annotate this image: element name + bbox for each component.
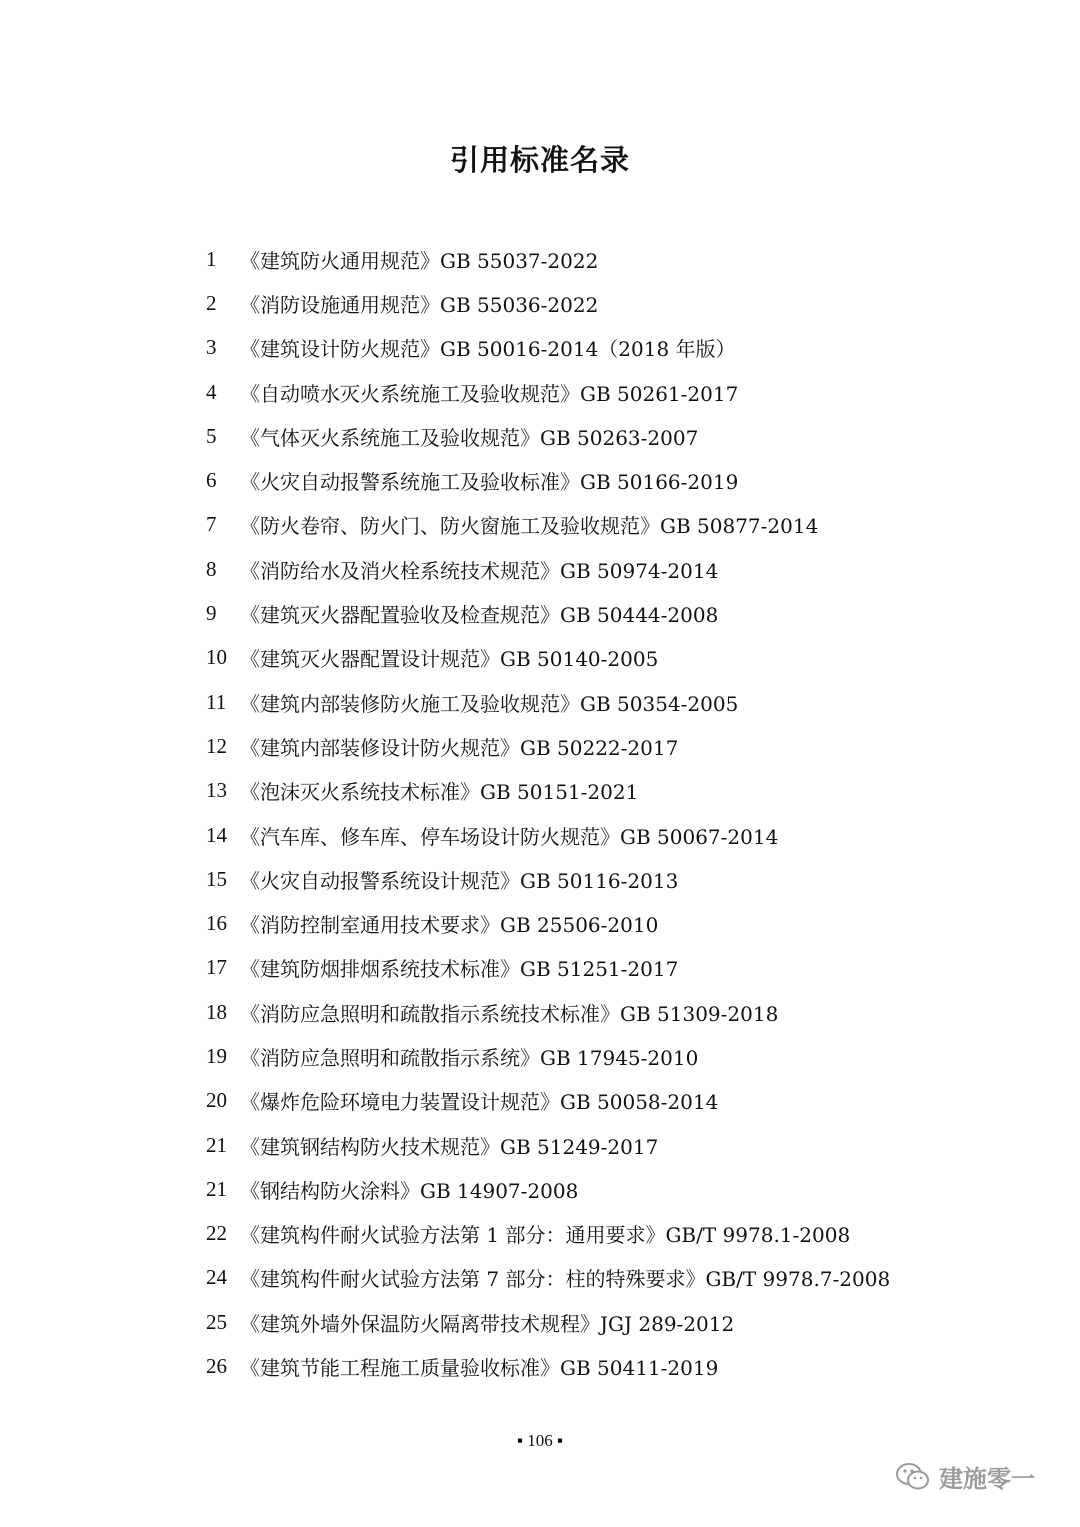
reference-text: 《消防给水及消火栓系统技术规范》GB 50974-2014 bbox=[240, 558, 719, 583]
reference-text: 《建筑防烟排烟系统技术标准》GB 51251-2017 bbox=[240, 957, 679, 982]
reference-item bbox=[206, 414, 1026, 458]
reference-item bbox=[206, 1034, 1026, 1078]
wechat-icon bbox=[895, 1462, 931, 1492]
reference-number: 14 bbox=[206, 822, 227, 847]
reference-text: 《建筑构件耐火试验方法第 1 部分：通用要求》GB/T 9978.1-2008 bbox=[240, 1223, 851, 1248]
reference-item bbox=[206, 458, 1026, 502]
reference-text: 《建筑内部装修设计防火规范》GB 50222-2017 bbox=[240, 735, 679, 760]
reference-item bbox=[206, 1079, 1026, 1123]
reference-item bbox=[206, 503, 1026, 547]
reference-item bbox=[206, 1300, 1026, 1344]
reference-number: 12 bbox=[206, 733, 227, 758]
reference-number: 18 bbox=[206, 999, 227, 1024]
reference-item bbox=[206, 1167, 1026, 1211]
reference-number: 10 bbox=[206, 645, 227, 670]
page-number: ▪ 106 ▪ bbox=[516, 1431, 564, 1450]
reference-number: 9 bbox=[206, 601, 217, 626]
reference-text: 《建筑内部装修防火施工及验收规范》GB 50354-2005 bbox=[240, 691, 739, 716]
reference-number: 21 bbox=[206, 1132, 227, 1157]
reference-item bbox=[206, 857, 1026, 901]
reference-text: 《汽车库、修车库、停车场设计防火规范》GB 50067-2014 bbox=[240, 824, 779, 849]
reference-text: 《建筑防火通用规范》GB 55037-2022 bbox=[240, 248, 599, 273]
reference-list bbox=[206, 237, 1026, 1389]
reference-item bbox=[206, 946, 1026, 990]
reference-number: 15 bbox=[206, 866, 227, 891]
reference-item bbox=[206, 1256, 1026, 1300]
reference-number: 4 bbox=[206, 379, 217, 404]
reference-text: 《消防应急照明和疏散指示系统》GB 17945-2010 bbox=[240, 1045, 699, 1070]
reference-number: 2 bbox=[206, 290, 217, 315]
reference-text: 《建筑外墙外保温防火隔离带技术规程》JGJ 289-2012 bbox=[240, 1311, 735, 1336]
reference-item bbox=[206, 370, 1026, 414]
reference-text: 《防火卷帘、防火门、防火窗施工及验收规范》GB 50877-2014 bbox=[240, 514, 819, 539]
reference-item bbox=[206, 326, 1026, 370]
reference-text: 《建筑灭火器配置设计规范》GB 50140-2005 bbox=[240, 647, 659, 672]
reference-number: 8 bbox=[206, 556, 217, 581]
reference-text: 《建筑节能工程施工质量验收标准》GB 50411-2019 bbox=[240, 1356, 719, 1381]
reference-text: 《消防应急照明和疏散指示系统技术标准》GB 51309-2018 bbox=[240, 1001, 779, 1026]
reference-number: 13 bbox=[206, 778, 227, 803]
reference-text: 《建筑设计防火规范》GB 50016-2014（2018 年版） bbox=[240, 337, 736, 362]
reference-number: 24 bbox=[206, 1265, 227, 1290]
reference-text: 《气体灭火系统施工及验收规范》GB 50263-2007 bbox=[240, 425, 699, 450]
reference-number: 6 bbox=[206, 468, 217, 493]
reference-text: 《自动喷水灭火系统施工及验收规范》GB 50261-2017 bbox=[240, 381, 739, 406]
reference-text: 《泡沫灭火系统技术标准》GB 50151-2021 bbox=[240, 780, 639, 805]
reference-number: 3 bbox=[206, 335, 217, 360]
reference-number: 11 bbox=[206, 689, 227, 714]
reference-number: 21 bbox=[206, 1176, 227, 1201]
reference-text: 《钢结构防火涂料》GB 14907-2008 bbox=[240, 1178, 579, 1203]
reference-number: 20 bbox=[206, 1088, 227, 1113]
reference-number: 25 bbox=[206, 1309, 227, 1334]
reference-number: 7 bbox=[206, 512, 217, 537]
reference-item bbox=[206, 1212, 1026, 1256]
reference-item bbox=[206, 281, 1026, 325]
reference-item bbox=[206, 1123, 1026, 1167]
reference-number: 19 bbox=[206, 1043, 227, 1068]
reference-text: 《消防设施通用规范》GB 55036-2022 bbox=[240, 292, 599, 317]
page-title: 引用标准名录 bbox=[449, 143, 630, 177]
reference-number: 16 bbox=[206, 911, 227, 936]
reference-text: 《建筑灭火器配置验收及检查规范》GB 50444-2008 bbox=[240, 603, 719, 628]
reference-item bbox=[206, 237, 1026, 281]
reference-item bbox=[206, 813, 1026, 857]
watermark bbox=[895, 1459, 1035, 1494]
reference-number: 22 bbox=[206, 1221, 227, 1246]
reference-number: 17 bbox=[206, 955, 227, 980]
reference-text: 《爆炸危险环境电力装置设计规范》GB 50058-2014 bbox=[240, 1090, 719, 1115]
watermark-text: 建施零一 bbox=[939, 1465, 1035, 1493]
reference-item bbox=[206, 636, 1026, 680]
reference-item bbox=[206, 1344, 1026, 1388]
reference-item bbox=[206, 901, 1026, 945]
reference-text: 《建筑构件耐火试验方法第 7 部分：柱的特殊要求》GB/T 9978.7-2008 bbox=[240, 1267, 891, 1292]
reference-item bbox=[206, 724, 1026, 768]
reference-item bbox=[206, 547, 1026, 591]
reference-item bbox=[206, 769, 1026, 813]
reference-number: 26 bbox=[206, 1354, 227, 1379]
reference-number: 5 bbox=[206, 423, 217, 448]
reference-item bbox=[206, 990, 1026, 1034]
reference-text: 《火灾自动报警系统设计规范》GB 50116-2013 bbox=[240, 868, 679, 893]
reference-text: 《建筑钢结构防火技术规范》GB 51249-2017 bbox=[240, 1134, 659, 1159]
reference-text: 《火灾自动报警系统施工及验收标准》GB 50166-2019 bbox=[240, 470, 739, 495]
reference-item bbox=[206, 591, 1026, 635]
reference-item bbox=[206, 680, 1026, 724]
reference-number: 1 bbox=[206, 246, 217, 271]
reference-text: 《消防控制室通用技术要求》GB 25506-2010 bbox=[240, 913, 659, 938]
